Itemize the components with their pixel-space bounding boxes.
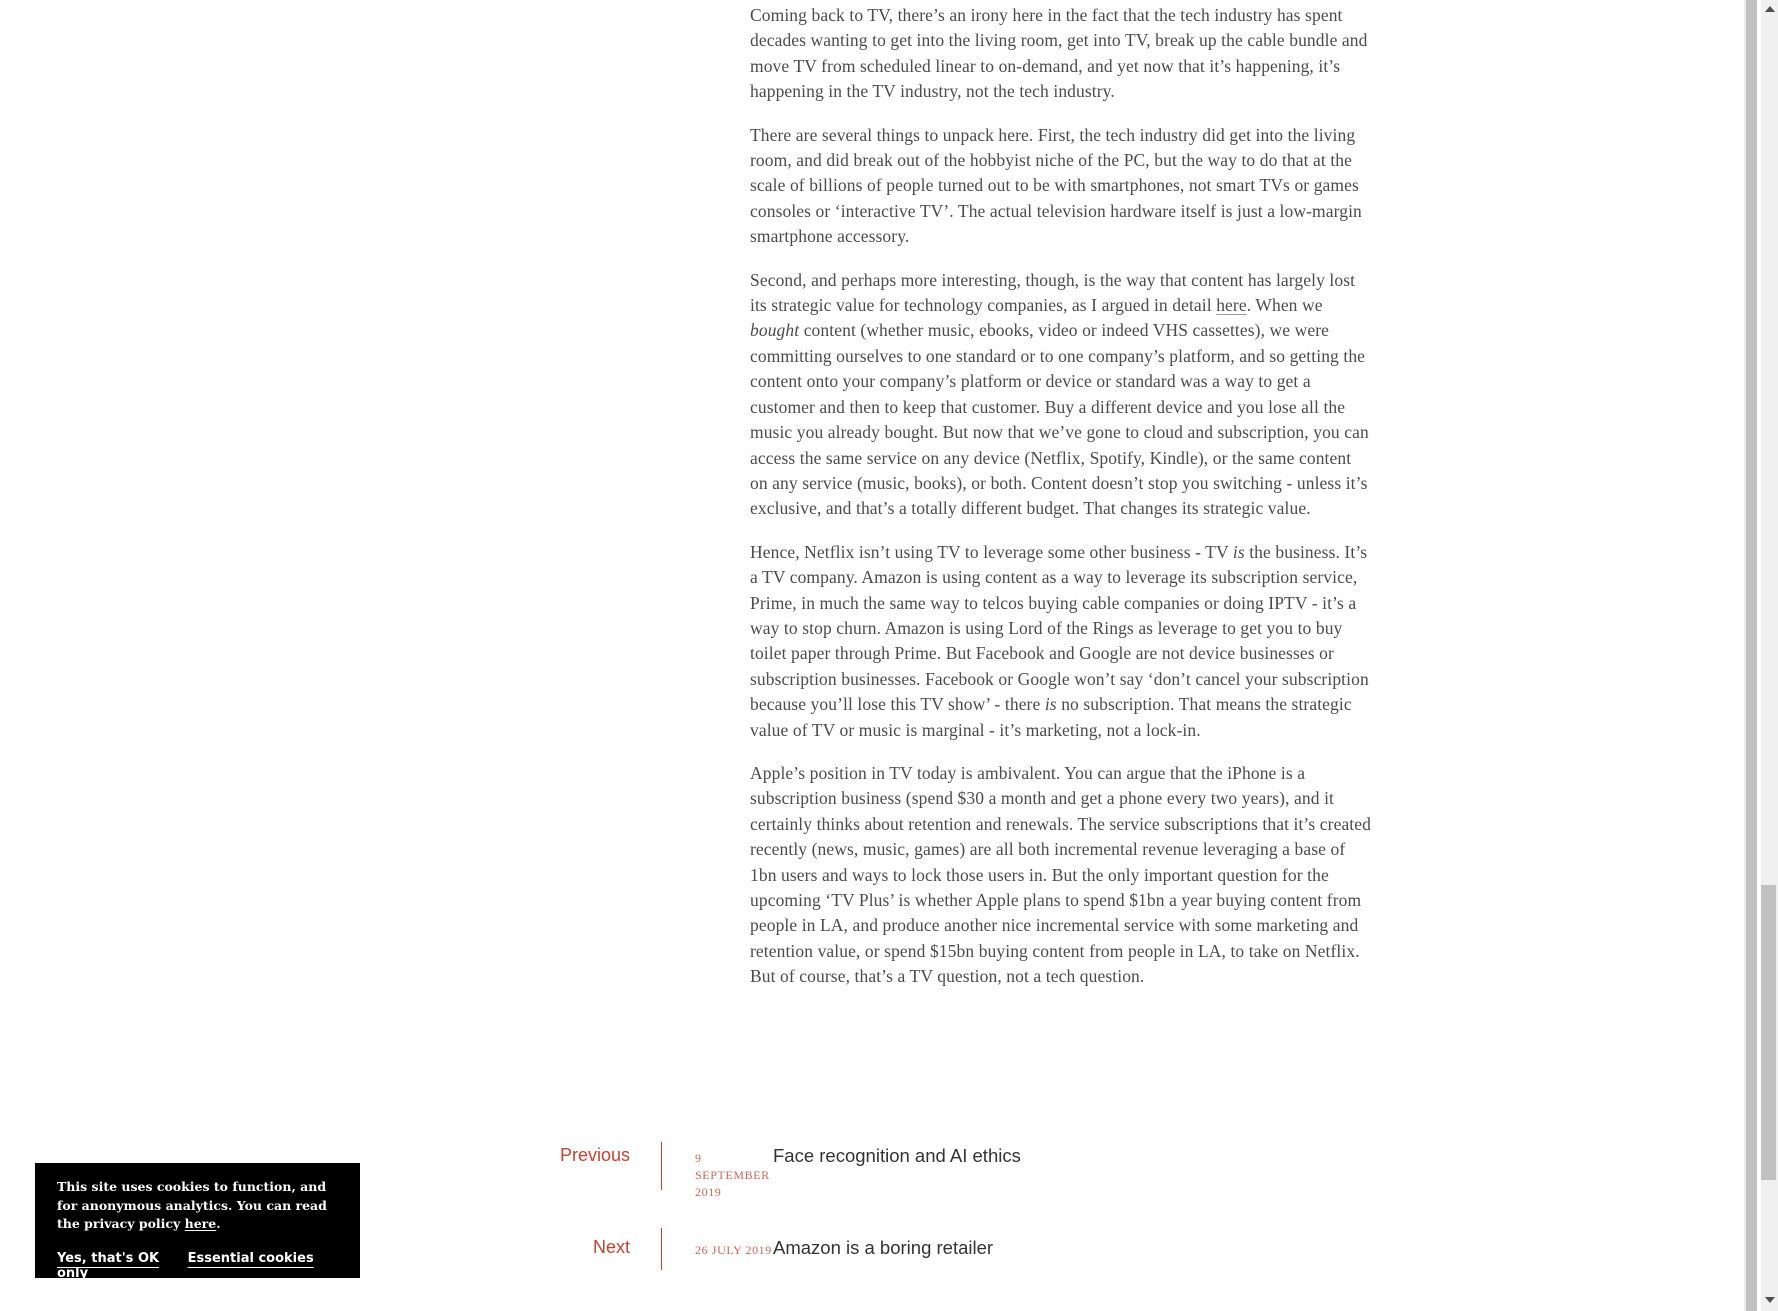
text-run: content (whether music, ebooks, video or indeed VHS cassettes), we were committing ourselves to one standard or to one company’s platform, and so getting the content onto your company’s platform or device or standard was a way to get a customer and then to keep that customer. Buy a different device and you lose all the music you already bought. But now that we’ve gone to cloud and subscription, you can access the same service on any device (Netflix, Spotify, Kindle), or the same content on any service (music, books), or both. Content doesn’t stop you switching - unless it’s exclusive, and that’s a totally different budget. That changes its strategic value.	[750, 320, 1369, 519]
article-paragraph	[750, 761, 1372, 990]
article-body	[750, 3, 1372, 1008]
next-post-title[interactable]: Amazon is a boring retailer	[773, 1237, 994, 1258]
essential-cookies-button[interactable]: Essential cookies only	[57, 1250, 314, 1281]
previous-post-date[interactable]: 9 SEPTEMBER 2019	[695, 1151, 770, 1199]
scroll-down-icon[interactable]	[1765, 1297, 1775, 1303]
text-run: Hence, Netflix isn’t using TV to leverage some other business - TV	[750, 541, 1233, 562]
text-run: no subscription. That means the strategic value of TV or music is marginal - it’s marketing, not a lock-in.	[750, 694, 1352, 740]
next-divider	[661, 1228, 662, 1270]
cookie-message	[57, 1178, 340, 1234]
previous-post-link[interactable]: Previous	[559, 1145, 630, 1165]
cookie-actions	[57, 1251, 340, 1281]
next-post-link[interactable]: Next	[592, 1237, 630, 1257]
article-paragraph	[750, 3, 1372, 105]
accept-cookies-button[interactable]: Yes, that's OK	[57, 1250, 160, 1266]
cookie-message-text: This site uses cookies to function, and for anonymous analytics. You can read the privacy policy	[57, 1179, 327, 1231]
emphasis-text: is	[1232, 541, 1245, 562]
text-run: . When we	[1246, 295, 1323, 316]
text-run: Coming back to TV, there’s an irony here in the fact that the tech industry has spent decades wanting to get into the living room, get into TV, break up the cable bundle and move TV from scheduled linear to on-demand, and yet now that it’s happening, it’s happening in the TV industry, not the tech industry.	[750, 5, 1368, 102]
privacy-policy-link[interactable]: here	[184, 1216, 217, 1231]
article-paragraph	[750, 540, 1372, 743]
previous-post-title[interactable]: Face recognition and AI ethics	[773, 1145, 1021, 1166]
previous-divider	[661, 1142, 662, 1190]
cookie-message-end: .	[216, 1216, 221, 1231]
emphasis-text: bought	[750, 320, 800, 341]
text-run: Apple’s position in TV today is ambivalent. You can argue that the iPhone is a subscription business (spend $30 a month and get a phone every two years), and it certainly thinks about retention and renewals. The service subscriptions that it’s created recently (news, music, games) are all both incremental revenue leveraging a base of 1bn users and ways to lock those users in. But the only important question for the upcoming ‘TV Plus’ is whether Apple plans to spend $1bn a year buying content from people in LA, and produce another nice incremental service with some marketing and retention value, or spend $15bn buying content from people in LA, to take on Netflix. But of course, that’s a TV question, not a tech question.	[750, 762, 1371, 987]
emphasis-text: is	[1044, 694, 1057, 715]
cookie-banner	[35, 1163, 360, 1281]
text-run: There are several things to unpack here. First, the tech industry did get into the living room, and did break out of the hobbyist niche of the PC, but the way to do that at the scale of billions of people turned out to be with smartphones, not smart TVs or games consoles or ‘interactive TV’. The actual television hardware itself is just a low-margin smartphone accessory.	[750, 124, 1362, 247]
inner-scrollbar[interactable]	[1744, 0, 1757, 1311]
scrollbar-thumb[interactable]	[1761, 885, 1776, 1180]
scroll-up-icon[interactable]	[1765, 6, 1775, 12]
next-post-date[interactable]: 26 JULY 2019	[695, 1243, 772, 1257]
text-run: the business. It’s a TV company. Amazon is using content as a way to leverage its subscription service, Prime, in much the same way to telcos buying cable companies or doing IPTV - it’s a way to stop churn. Amazon is using Lord of the Rings as leverage to get you to buy toilet paper through Prime. But Facebook and Google are not device businesses or subscription businesses. Facebook or Google won’t say ‘don’t cancel your subscription because you’ll lose this TV show’ - there	[750, 541, 1369, 715]
article-paragraph	[750, 268, 1372, 522]
inline-link[interactable]: here	[1216, 295, 1247, 316]
text-run: Second, and perhaps more interesting, though, is the way that content has largely lost its strategic value for technology companies, as I argued in detail	[750, 269, 1356, 316]
article-paragraph	[750, 123, 1372, 250]
